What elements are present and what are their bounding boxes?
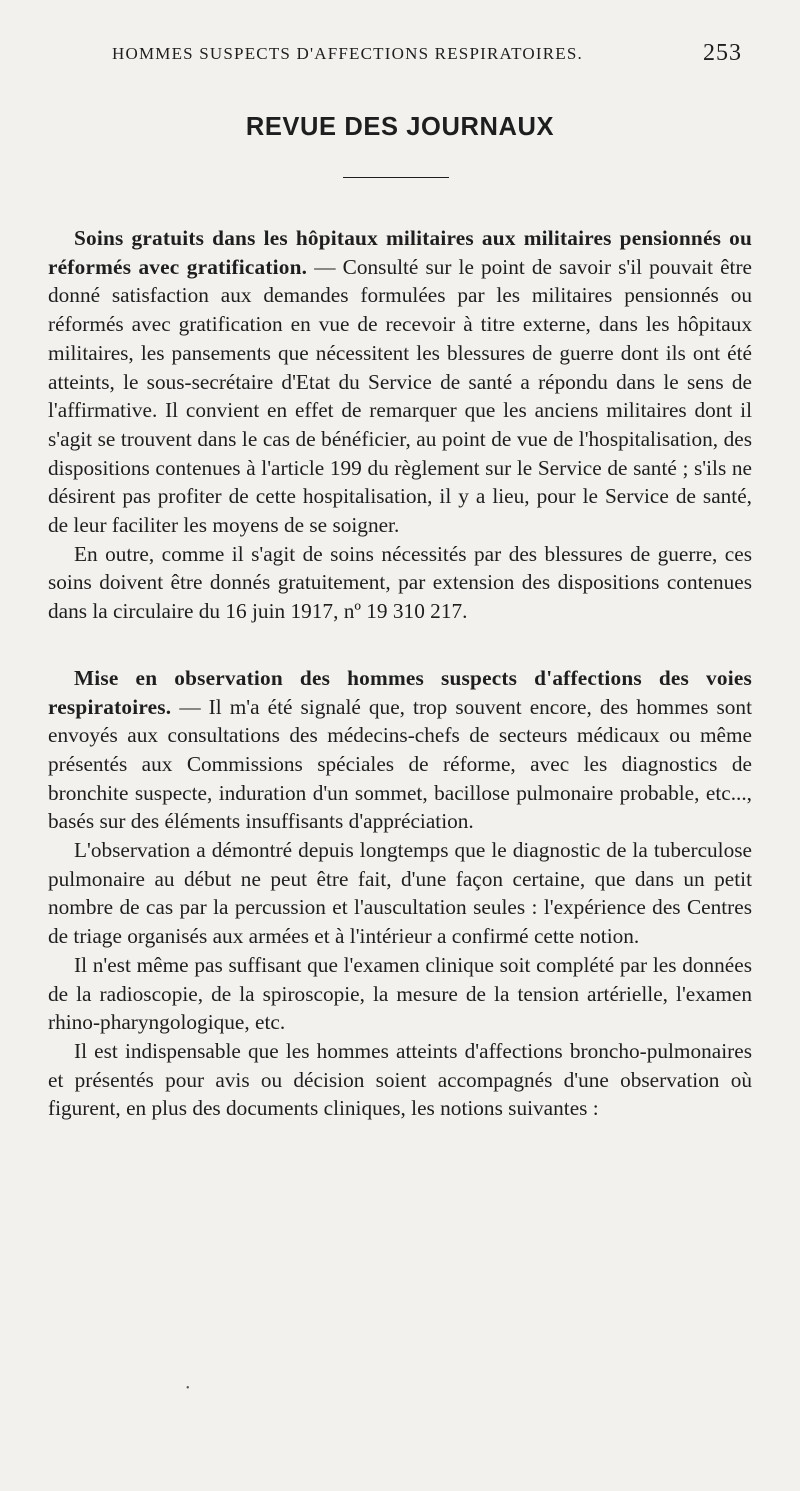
article1-paragraph1 (48, 224, 752, 540)
article2-paragraph2: L'observation a démontré depuis longtemps que le diagnostic de la tuberculose pulmonaire au début ne peut être fait, d'une façon certaine, que dans un petit nombre de cas par la percussion et l'auscultation seules : l'expérience des Centres de triage organisés aux armées et à l'intérieur a confirmé cette notion. (48, 838, 752, 949)
article2-paragraph4: Il est indispensable que les hommes atteints d'affections broncho-pulmonaires et présentés pour avis ou décision soient accompagnés d'une observation où figurent, en plus des documents cliniques, les notions suivantes : (48, 1038, 752, 1121)
article2-lead-text: — Il m'a été signalé que, trop souvent encore, des hommes sont envoyés aux consultations des médecins-chefs de secteurs médicaux ou même présentés aux Commissions spéciales de réforme, avec les diagnostics de bronchite suspecte, induration d'un sommet, bacillose pulmonaire probable, etc..., basés sur des éléments insuffisants d'appréciation. (48, 694, 752, 834)
print-speck: • (186, 1383, 190, 1394)
article-body (48, 224, 752, 1123)
article2-paragraph1 (48, 664, 752, 836)
page-number: 253 (703, 40, 742, 66)
article1-paragraph2: En outre, comme il s'agit de soins nécessités par des blessures de guerre, ces soins doivent être donnés gratuitement, par extension des dispositions contenues dans la circulaire du 16 juin 1917, nº 19 310 217. (48, 541, 752, 624)
article2-paragraph3: Il n'est même pas suffisant que l'examen clinique soit complété par les données de la radioscopie, de la spiroscopie, la mesure de la tension artérielle, l'examen rhino-pharyngologique, etc. (48, 952, 752, 1035)
article1-lead-text: — Consulté sur le point de savoir s'il pouvait être donné satisfaction aux demandes formulées par les militaires pensionnés ou réformés avec gratification en vue de recevoir à titre externe, dans les hôpitaux militaires, les pansements que nécessitent les blessures de guerre dont ils ont été atteints, le sous-secrétaire d'Etat du Service de santé a répondu dans le sens de l'affirmative. Il convient en effet de remarquer que les anciens militaires dont il s'agit se trouvent dans le cas de bénéficier, au point de vue de l'hospitalisation, des dispositions contenues à l'article 199 du règlement sur le Service de santé ; s'ils ne désirent pas profiter de cette hospitalisation, il y a lieu, pour le Service de santé, de leur faciliter les moyens de se soigner. (48, 254, 752, 538)
article1-heading: Soins gratuits dans les hôpitaux militaires aux militaires pensionnés ou réformés avec gratification. (48, 226, 752, 279)
title-rule (343, 177, 449, 178)
running-head: HOMMES SUSPECTS D'AFFECTIONS RESPIRATOIRES. (112, 44, 583, 63)
section-title: REVUE DES JOURNAUX (245, 113, 555, 141)
section-gap (48, 626, 752, 664)
article2-heading: Mise en observation des hommes suspects d'affections des voies respiratoires. (48, 665, 752, 719)
